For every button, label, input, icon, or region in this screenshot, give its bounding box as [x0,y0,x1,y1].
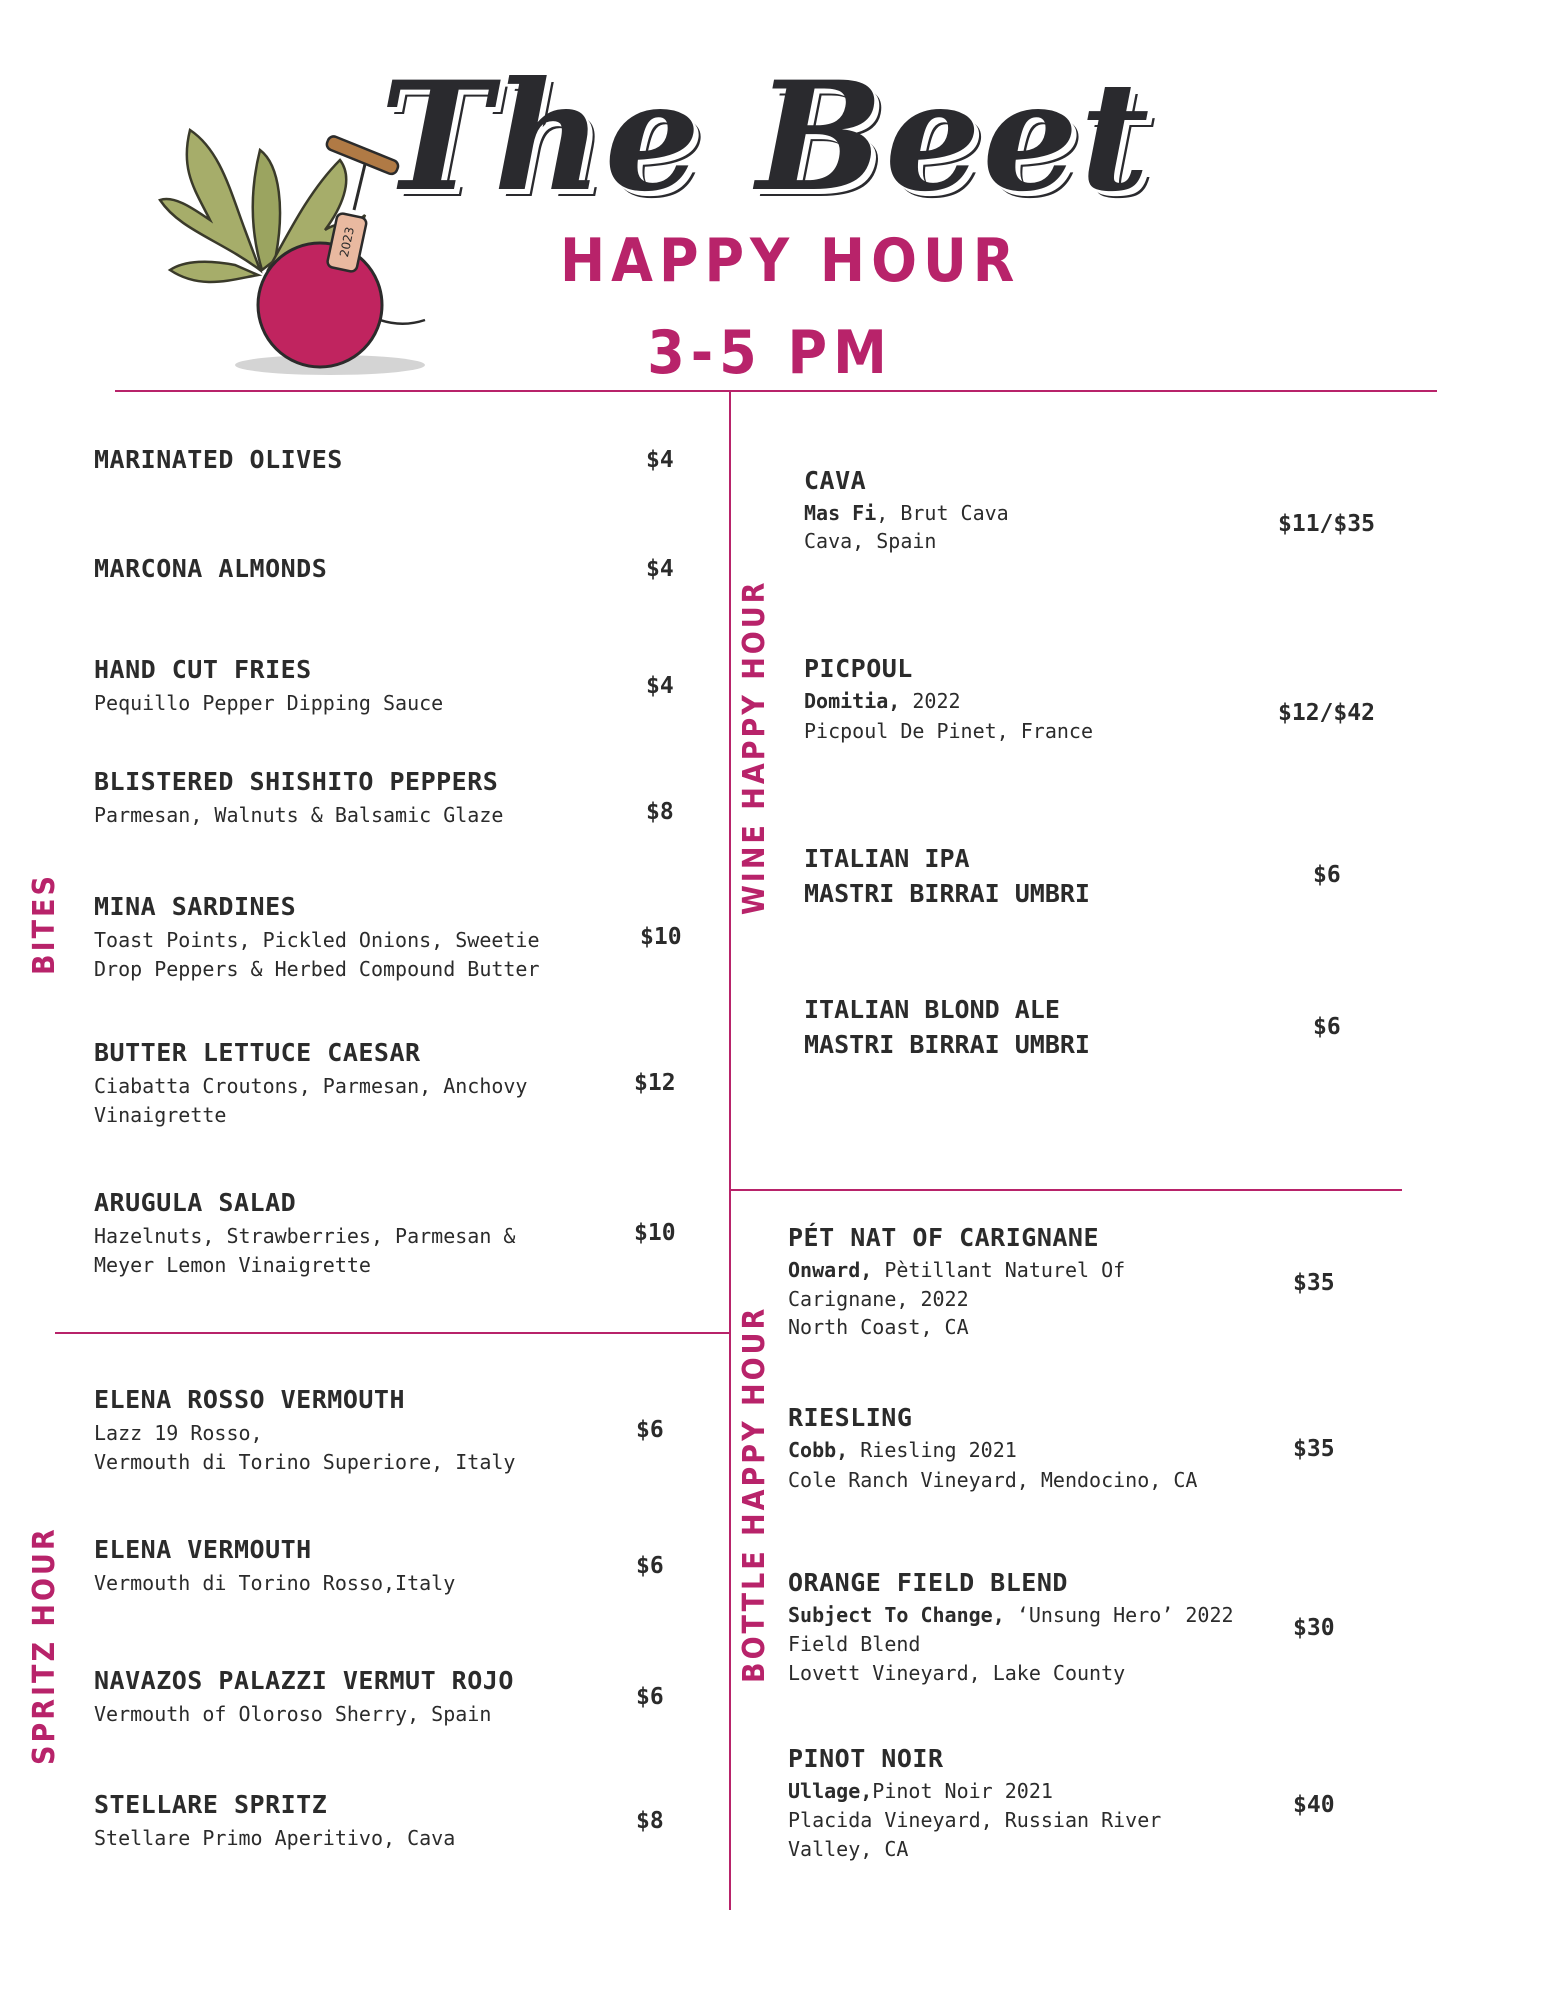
item-name: ARUGULA SALAD [94,1188,297,1217]
item-producer: Cobb, [788,1438,849,1462]
item-description: Meyer Lemon Vinaigrette [94,1253,371,1277]
item-description: Lazz 19 Rosso, [94,1421,263,1445]
item-description: Cava, Spain [804,529,937,553]
item-name: STELLARE SPRITZ [94,1790,328,1819]
item-producer: Domitia, [804,689,901,713]
item-price: $6 [1313,1014,1341,1040]
item-name: HAND CUT FRIES [94,655,312,684]
item-producer: Mas Fi [804,501,877,525]
item-description: Pequillo Pepper Dipping Sauce [94,691,444,715]
item-price: $12 [634,1070,676,1096]
item-producer: Onward, [788,1258,873,1282]
item-price: $6 [636,1553,664,1579]
item-description: Placida Vineyard, Russian River [788,1808,1162,1832]
item-name: PINOT NOIR [788,1744,944,1773]
item-producer-line [788,1601,1234,1630]
item-name: MARCONA ALMONDS [94,554,328,583]
item-description: Vermouth of Oloroso Sherry, Spain [94,1702,492,1726]
section-label-bites: BITES [27,873,62,975]
item-detail: , Brut Cava [876,501,1009,525]
item-price: $30 [1293,1615,1335,1641]
section-label-spritz-hour: SPRITZ HOUR [27,1526,62,1765]
item-description: Ciabatta Croutons, Parmesan, Anchovy [94,1074,528,1098]
center-divider [729,392,731,1910]
item-price: $10 [640,924,682,950]
item-name: NAVAZOS PALAZZI VERMUT ROJO [94,1666,514,1695]
item-detail: Pètillant Naturel Of [872,1258,1126,1282]
section-label-bottle-happy-hour: BOTTLE HAPPY HOUR [737,1305,772,1683]
item-description: North Coast, CA [788,1315,969,1339]
item-detail: Riesling 2021 [848,1438,1017,1462]
item-name: MARINATED OLIVES [94,445,343,474]
item-description: Carignane, 2022 [788,1287,969,1311]
item-description: Picpoul De Pinet, France [804,719,1093,743]
item-description: Vermouth di Torino Rosso,Italy [94,1571,456,1595]
item-name: PÉT NAT OF CARIGNANE [788,1223,1100,1252]
item-price: $40 [1293,1792,1335,1818]
item-description: Lovett Vineyard, Lake County [788,1661,1126,1685]
happy-hour-time: 3-5 PM [647,318,893,388]
item-description: Cole Ranch Vineyard, Mendocino, CA [788,1468,1198,1492]
item-price: $4 [646,447,674,473]
item-description: Field Blend [788,1632,921,1656]
item-producer: Ullage, [788,1779,873,1803]
item-producer-line [804,687,961,716]
item-name: ITALIAN IPA [804,844,970,873]
item-producer-line [788,1436,1017,1465]
item-price: $8 [646,799,674,825]
item-description: Toast Points, Pickled Onions, Sweetie [94,928,540,952]
left-section-divider [55,1332,730,1334]
item-price: $8 [636,1808,664,1834]
item-price: $6 [636,1684,664,1710]
item-producer-line [788,1256,1125,1285]
item-name: ORANGE FIELD BLEND [788,1568,1068,1597]
item-description: Vinaigrette [94,1103,227,1127]
item-description: Drop Peppers & Herbed Compound Butter [94,957,540,981]
item-description: Valley, CA [788,1837,909,1861]
item-price: $6 [636,1417,664,1443]
item-price: $11/$35 [1278,511,1375,537]
item-name: MINA SARDINES [94,892,297,921]
item-name: CAVA [804,466,867,495]
section-label-wine-happy-hour: WINE HAPPY HOUR [737,579,772,915]
item-producer-line [788,1777,1053,1806]
item-name: ELENA VERMOUTH [94,1535,312,1564]
svg-text:2023: 2023 [336,225,358,259]
item-name: PICPOUL [804,654,913,683]
restaurant-title: The Beet [380,49,1152,225]
item-name: RIESLING [788,1403,913,1432]
item-description: Parmesan, Walnuts & Balsamic Glaze [94,803,504,827]
item-name: BLISTERED SHISHITO PEPPERS [94,767,499,796]
happy-hour-heading: HAPPY HOUR [560,226,1021,296]
item-producer-line [804,499,1009,528]
right-section-divider [730,1189,1402,1191]
item-description: Vermouth di Torino Superiore, Italy [94,1450,516,1474]
item-brewery: MASTRI BIRRAI UMBRI [804,1030,1090,1059]
item-price: $35 [1293,1270,1335,1296]
item-producer: Subject To Change, [788,1603,1005,1627]
item-detail: ‘Unsung Hero’ 2022 [1004,1603,1234,1627]
item-name: ELENA ROSSO VERMOUTH [94,1385,406,1414]
item-price: $6 [1313,862,1341,888]
item-price: $10 [634,1220,676,1246]
item-detail: Pinot Noir 2021 [872,1779,1053,1803]
header-divider [115,390,1437,392]
item-description: Hazelnuts, Strawberries, Parmesan & [94,1224,516,1248]
item-description: Stellare Primo Aperitivo, Cava [94,1826,456,1850]
item-price: $35 [1293,1436,1335,1462]
item-price: $12/$42 [1278,700,1375,726]
item-brewery: MASTRI BIRRAI UMBRI [804,879,1090,908]
item-price: $4 [646,673,674,699]
item-price: $4 [646,556,674,582]
item-detail: 2022 [900,689,961,713]
item-name: ITALIAN BLOND ALE [804,995,1060,1024]
item-name: BUTTER LETTUCE CAESAR [94,1038,421,1067]
